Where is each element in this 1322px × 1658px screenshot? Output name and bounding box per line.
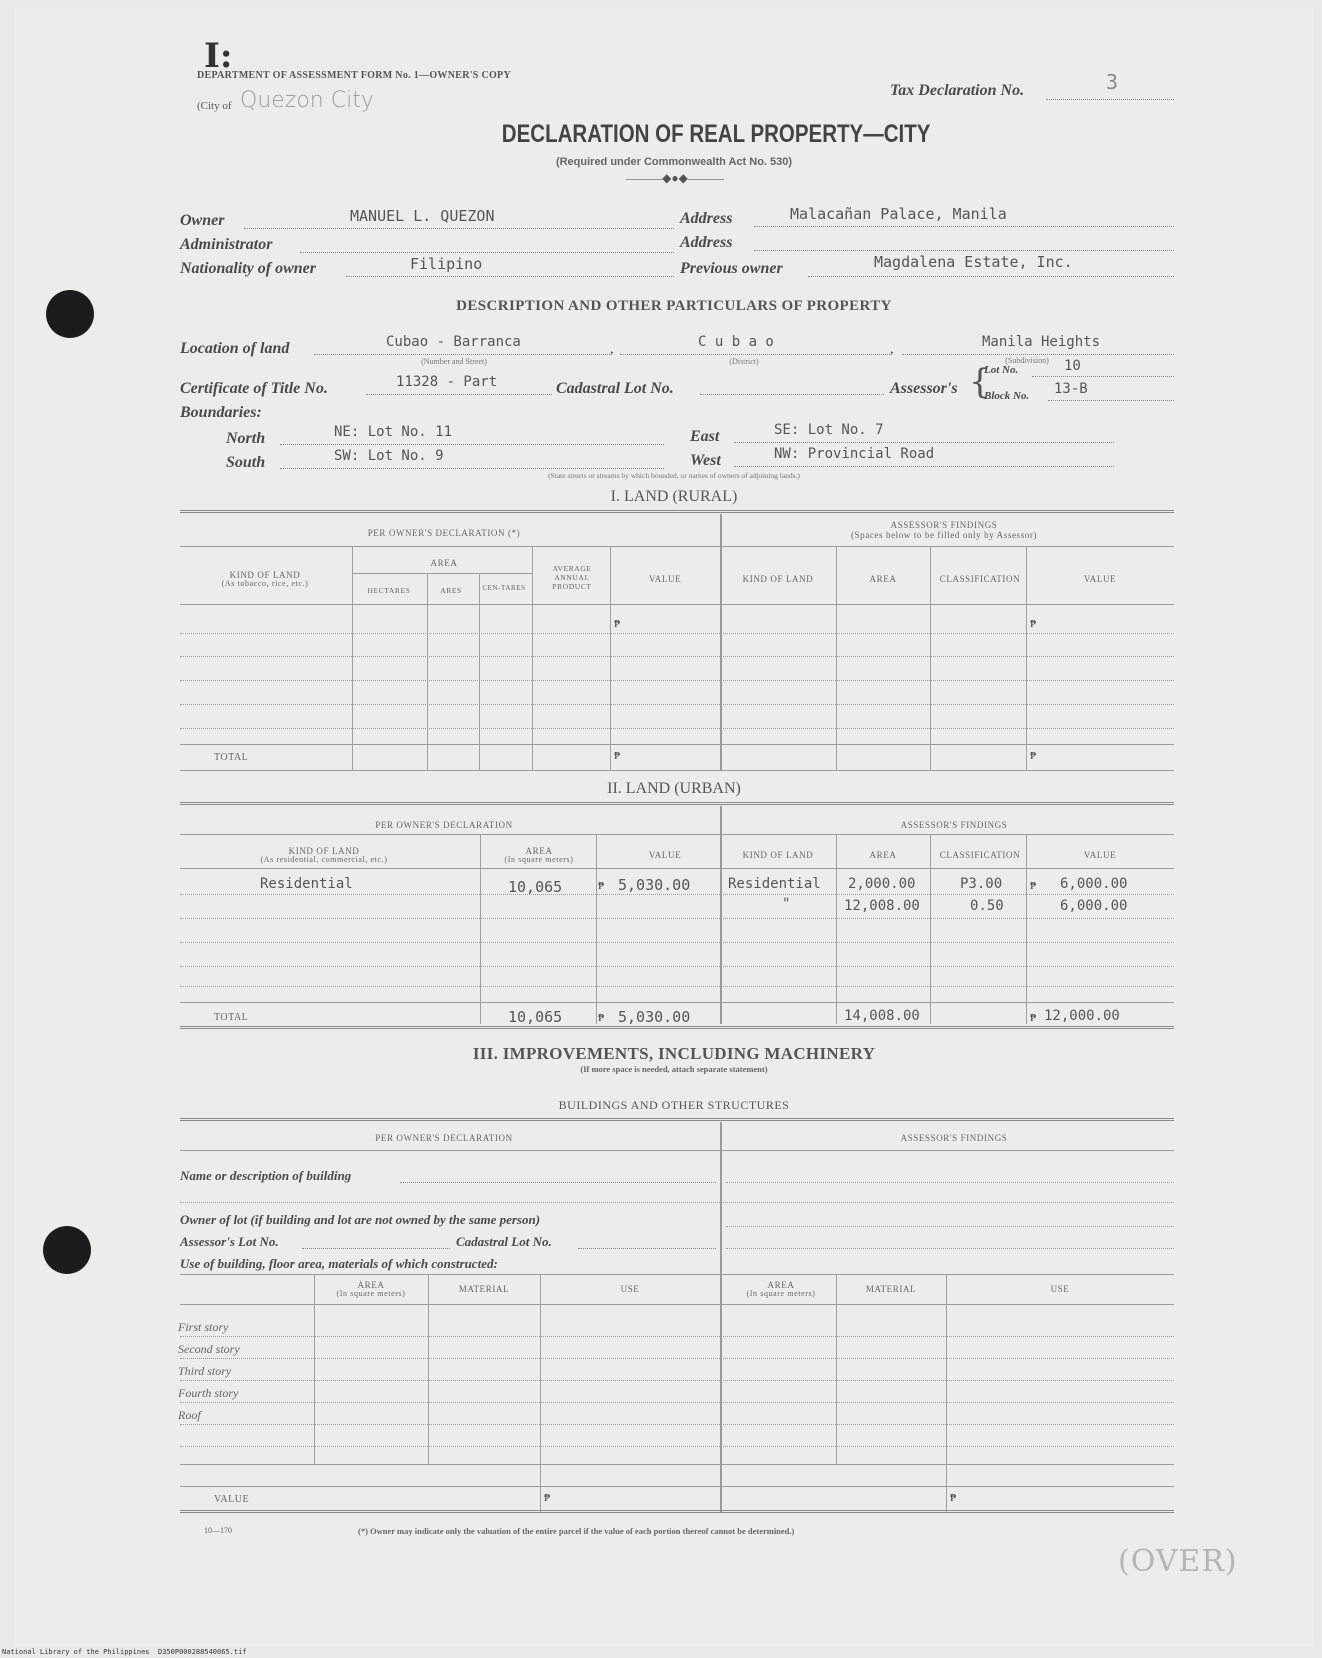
rural-v4: [532, 546, 533, 770]
rural-col-centares: CEN-TARES: [482, 584, 526, 592]
improvements-subtitle: (If more space is needed, attach separate statement): [580, 1064, 768, 1074]
rural-total-peso-2: ₱: [1030, 750, 1037, 762]
rural-v8: [930, 546, 931, 770]
urban-header-rule: [180, 834, 1174, 835]
assessor-brace: {: [969, 362, 991, 402]
rural-row-5: [180, 728, 1174, 729]
urban-total-area: 10,065: [508, 1008, 563, 1026]
address-line: [754, 226, 1174, 227]
rural-total-peso: ₱: [614, 750, 621, 762]
improvements-top-rule: [180, 1118, 1174, 1121]
previous-owner-label: Previous owner: [680, 260, 783, 277]
urban-top-rule: [180, 802, 1174, 805]
title-no-value: 11328 - Part: [396, 374, 498, 390]
building-name-line: [400, 1182, 716, 1183]
rural-total-label: TOTAL: [214, 752, 249, 763]
urban-col-area-note: (In square meters): [504, 855, 574, 864]
value-top-rule: [180, 1486, 1174, 1487]
page-mark: I:: [204, 36, 233, 76]
rural-v2: [427, 573, 428, 770]
urban-row2-a-value: 6,000.00: [1060, 898, 1128, 914]
rural-row-3: [180, 680, 1174, 681]
rural-col-value: VALUE: [648, 574, 682, 584]
lot-no-line: [1032, 376, 1174, 377]
urban-row1-area: 10,065: [508, 878, 563, 896]
stories-v4: [836, 1274, 837, 1464]
street-value: Cubao - Barranca: [386, 334, 521, 350]
urban-row1-a-peso: ₱: [1030, 880, 1037, 892]
stories-v3: [540, 1274, 541, 1512]
punch-hole-bottom: [43, 1226, 91, 1274]
urban-row1-a-value: 6,000.00: [1060, 876, 1128, 892]
urban-total-peso: ₱: [598, 1012, 605, 1024]
rural-peso-1: ₱: [614, 618, 621, 630]
improvements-owner-decl: PER OWNER'S DECLARATION: [375, 1133, 513, 1143]
rural-v7: [836, 546, 837, 770]
improvements-assessor-findings: ASSESSOR'S FINDINGS: [900, 1133, 1008, 1143]
story-line-5: [180, 1424, 1174, 1425]
stories-bottom-rule: [180, 1464, 1174, 1465]
rural-row-2: [180, 656, 1174, 657]
urban-total-a-area: 14,008.00: [844, 1008, 920, 1024]
building-name-label: Name or description of building: [180, 1168, 352, 1183]
stories-col-material: MATERIAL: [458, 1284, 510, 1294]
owner-of-lot-label: Owner of lot (if building and lot are not owned by the same person): [180, 1212, 541, 1227]
urban-cols-rule: [180, 868, 1174, 869]
administrator-line: [300, 252, 674, 253]
district-line: [620, 354, 890, 355]
location-label: Location of land: [180, 340, 290, 357]
form-code: 10—170: [204, 1526, 232, 1535]
urban-total-a-peso: ₱: [1030, 1012, 1037, 1024]
west-value: NW: Provincial Road: [774, 446, 935, 462]
library-credit: National Library of the Philippines: [2, 1648, 150, 1656]
story-first: First story: [178, 1320, 229, 1334]
urban-v5: [930, 834, 931, 1024]
city-label: (City of: [197, 100, 232, 112]
north-line: [280, 444, 664, 445]
owner-line: [244, 228, 674, 229]
scan-filename: D350P000288540065.tif: [158, 1648, 247, 1656]
urban-v4: [836, 834, 837, 1024]
urban-col-a-class: CLASSIFICATION: [939, 850, 1021, 860]
rural-row-1: [180, 633, 1174, 634]
address2-line: [754, 250, 1174, 251]
urban-total-rule: [180, 1002, 1174, 1003]
street-caption: (Number and Street): [421, 357, 487, 366]
urban-col-value: VALUE: [648, 850, 682, 860]
rural-col-a-area: AREA: [869, 574, 897, 584]
urban-v1: [480, 834, 481, 1024]
south-line: [280, 468, 664, 469]
urban-bottom-rule: [180, 1026, 1174, 1029]
address2-label: Address: [680, 234, 733, 251]
rural-col-area: AREA: [430, 558, 458, 568]
subdivision-value: Manila Heights: [982, 334, 1101, 350]
rural-peso-2: ₱: [1030, 618, 1037, 630]
assessor-lot-line-right: [726, 1248, 1174, 1249]
story-fourth: Fourth story: [178, 1386, 239, 1400]
urban-row1-value: 5,030.00: [618, 876, 691, 894]
lot-no-value: 10: [1064, 358, 1081, 374]
stories-header-bottom: [180, 1304, 1174, 1305]
stories-col-a-material: MATERIAL: [865, 1284, 917, 1294]
urban-v3: [720, 806, 722, 1024]
improvements-line-2: [180, 1202, 1174, 1203]
nationality-line: [346, 276, 674, 277]
improvements-cadastral-label: Cadastral Lot No.: [456, 1234, 552, 1249]
subdivision-line: [902, 354, 1174, 355]
story-third: Third story: [178, 1364, 232, 1378]
rural-bottom-rule: [180, 770, 1174, 771]
urban-section-title: II. LAND (URBAN): [607, 780, 741, 797]
title-ornament: ―――◆●◆―――: [626, 171, 724, 185]
rural-col-hectares: HECTARES: [367, 586, 411, 595]
tax-declaration-line: [1046, 99, 1174, 100]
boundary-note: (State streets or streams by which bounded, or names of owners of adjoining lands.): [548, 471, 800, 480]
stories-col-area: AREA: [357, 1280, 385, 1290]
urban-row1-kind: Residential: [260, 876, 353, 892]
rural-col-average: AVERAGE ANNUAL PRODUCT: [552, 564, 592, 591]
rural-col-a-kind: KIND OF LAND: [742, 574, 814, 584]
stories-header-top: [180, 1274, 1174, 1275]
tax-declaration-number: 3: [1106, 70, 1119, 94]
rural-col-a-class: CLASSIFICATION: [939, 574, 1021, 584]
urban-v2: [596, 834, 597, 1024]
rural-owner-decl: PER OWNER'S DECLARATION (*): [367, 528, 521, 538]
urban-total-value: 5,030.00: [618, 1008, 691, 1026]
urban-row2-a-kind: ": [782, 896, 791, 912]
assessor-lot-label: Assessor's Lot No.: [180, 1234, 279, 1249]
urban-row-4: [180, 966, 1174, 967]
story-line-3: [180, 1380, 1174, 1381]
rural-col-a-value: VALUE: [1083, 574, 1117, 584]
previous-owner-value: Magdalena Estate, Inc.: [874, 253, 1073, 271]
assessor-lot-line: [302, 1248, 450, 1249]
rural-assessor-note: (Spaces below to be filled only by Assessor): [850, 530, 1038, 540]
owner-label: Owner: [180, 212, 225, 229]
stories-v2: [428, 1274, 429, 1464]
urban-assessor-findings: ASSESSOR'S FINDINGS: [900, 820, 1008, 830]
urban-row-5: [180, 986, 1174, 987]
north-label: North: [226, 430, 266, 447]
urban-total-label: TOTAL: [214, 1012, 249, 1023]
stories-col-use: USE: [620, 1284, 640, 1294]
rural-v3: [479, 573, 480, 770]
story-line-2: [180, 1358, 1174, 1359]
nationality-label: Nationality of owner: [180, 260, 317, 277]
story-second: Second story: [178, 1342, 240, 1356]
form-subtitle: (Required under Commonwealth Act No. 530): [555, 156, 793, 168]
stories-col-a-area-note: (In square meters): [746, 1289, 816, 1298]
urban-row1-a-class: P3.00: [960, 876, 1003, 892]
urban-col-kind: KIND OF LAND: [288, 846, 360, 856]
stories-col-area-note: (In square meters): [336, 1289, 406, 1298]
rural-row-4: [180, 704, 1174, 705]
footnote: (*) Owner may indicate only the valuation of the entire parcel if the value of each portion thereof cannot be determined.): [358, 1526, 795, 1536]
boundaries-label: Boundaries:: [180, 404, 262, 421]
rural-col-ares: ARES: [440, 586, 462, 595]
tax-declaration-label: Tax Declaration No.: [890, 82, 1025, 99]
improvements-cadastral-line: [578, 1248, 716, 1249]
west-label: West: [690, 452, 721, 469]
urban-row2-a-class: 0.50: [970, 898, 1004, 914]
assessor-name-line: [726, 1182, 1174, 1183]
administrator-label: Administrator: [180, 236, 273, 253]
story-line-6: [180, 1446, 1174, 1447]
title-no-line: [366, 394, 552, 395]
rural-v9: [1026, 546, 1027, 770]
story-line-4: [180, 1402, 1174, 1403]
east-line: [734, 442, 1114, 443]
previous-owner-line: [808, 276, 1174, 277]
east-label: East: [690, 428, 720, 445]
rural-col-kind-note: (As tobacco, rice, etc.): [221, 579, 309, 588]
urban-col-kind-note: (As residential, commercial, etc.): [260, 855, 388, 864]
city-value: Quezon City: [240, 88, 374, 113]
buildings-heading: BUILDINGS AND OTHER STRUCTURES: [558, 1098, 790, 1112]
urban-row2-a-area: 12,008.00: [844, 898, 920, 914]
block-no-line: [1048, 400, 1174, 401]
address-label: Address: [680, 210, 733, 227]
west-line: [734, 466, 1114, 467]
address-value: Malacañan Palace, Manila: [790, 205, 1007, 223]
rural-top-rule: [180, 510, 1174, 513]
stories-col-a-use: USE: [1050, 1284, 1070, 1294]
improvements-title: III. IMPROVEMENTS, INCLUDING MACHINERY: [472, 1044, 876, 1063]
urban-row-2: [180, 918, 1174, 919]
east-value: SE: Lot No. 7: [774, 422, 884, 438]
improvements-value-label: VALUE: [214, 1494, 250, 1505]
cadastral-lot-line: [700, 394, 884, 395]
improvements-center-divider: [720, 1122, 722, 1512]
rural-area-rule: [352, 573, 532, 574]
rural-cols-rule: [180, 604, 1174, 605]
urban-total-a-value: 12,000.00: [1044, 1008, 1120, 1024]
story-line-1: [180, 1336, 1174, 1337]
rural-v1: [352, 546, 353, 770]
assessor-owner-line: [726, 1226, 1174, 1227]
urban-owner-decl: PER OWNER'S DECLARATION: [375, 820, 513, 830]
rural-total-rule: [180, 744, 1174, 745]
owner-value: MANUEL L. QUEZON: [350, 207, 495, 225]
urban-col-a-kind: KIND OF LAND: [742, 850, 814, 860]
street-line: [314, 354, 610, 355]
south-label: South: [226, 454, 266, 471]
urban-row1-a-area: 2,000.00: [848, 876, 916, 892]
urban-col-a-area: AREA: [869, 850, 897, 860]
urban-col-a-value: VALUE: [1083, 850, 1117, 860]
assessor-label: Assessor's: [890, 380, 958, 397]
urban-row1-peso: ₱: [598, 880, 605, 892]
improvements-header-rule: [180, 1150, 1174, 1151]
urban-row-1: [180, 894, 1174, 895]
comma-1: ,: [610, 342, 614, 357]
story-roof: Roof: [178, 1408, 201, 1422]
improvements-value-peso: ₱: [544, 1492, 551, 1504]
comma-2: ,: [890, 342, 894, 357]
rural-header-rule: [180, 546, 1174, 547]
document-page: [14, 8, 1314, 1646]
rural-assessor-findings: ASSESSOR'S FINDINGS: [890, 520, 998, 530]
use-of-building-label: Use of building, floor area, materials of which constructed:: [180, 1256, 498, 1271]
urban-row-3: [180, 942, 1174, 943]
stories-col-a-area: AREA: [767, 1280, 795, 1290]
block-no-label: Block No.: [984, 390, 1030, 402]
north-value: NE: Lot No. 11: [334, 424, 453, 440]
rural-v6: [720, 514, 722, 770]
block-no-value: 13-B: [1054, 381, 1088, 397]
subdivision-caption: (Subdivision): [1005, 356, 1049, 365]
district-caption: (District): [729, 357, 759, 366]
stories-v5: [946, 1274, 947, 1512]
improvements-a-value-peso: ₱: [950, 1492, 957, 1504]
form-number: DEPARTMENT OF ASSESSMENT FORM No. 1—OWNER'S COPY: [197, 70, 511, 81]
rural-col-kind: KIND OF LAND: [229, 570, 301, 580]
title-no-label: Certificate of Title No.: [180, 380, 328, 397]
form-title: DECLARATION OF REAL PROPERTY—CITY: [501, 120, 931, 148]
urban-row1-a-kind: Residential: [728, 876, 821, 892]
improvements-bottom-rule: [180, 1510, 1174, 1513]
stories-v1: [314, 1274, 315, 1464]
description-section-title: DESCRIPTION AND OTHER PARTICULARS OF PROPERTY: [456, 298, 892, 314]
district-value: C u b a o: [698, 334, 774, 350]
lot-no-label: Lot No.: [984, 364, 1019, 376]
rural-v5: [610, 546, 611, 770]
over-stamp: (OVER): [1118, 1544, 1238, 1579]
cadastral-lot-label: Cadastral Lot No.: [556, 380, 674, 397]
south-value: SW: Lot No. 9: [334, 448, 444, 464]
urban-col-area: AREA: [525, 846, 553, 856]
punch-hole-top: [46, 290, 94, 338]
nationality-value: Filipino: [410, 255, 483, 273]
urban-v6: [1026, 834, 1027, 1024]
rural-section-title: I. LAND (RURAL): [610, 488, 738, 505]
